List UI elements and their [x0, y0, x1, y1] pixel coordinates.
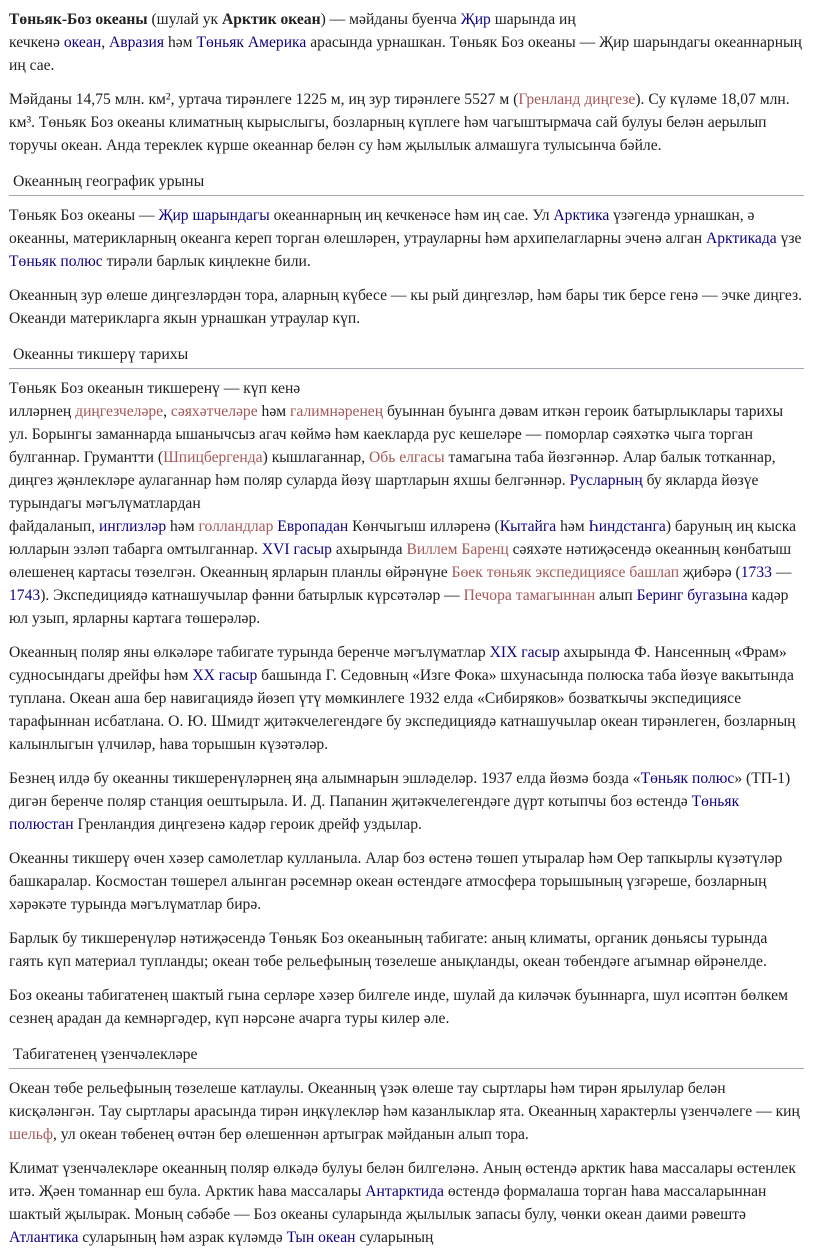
text: ). Экспедициядә катнашучылар фәнни батырлык күрсәтәләр —	[40, 587, 464, 604]
link-eurasia[interactable]: Авразия	[109, 34, 165, 51]
text: ) кышлаганнар,	[262, 449, 369, 466]
link-arctic[interactable]: Арктика	[553, 207, 610, 224]
text: башында Г. Седовның «Изге Фока» шхунасында полюска таба йөзүе вакытында туплана. Океан аша бер навигациядә йөзеп үтү мөмкинлеге 1932 елда «Сибиряков» бозваткычы экспедициясе тарафыннан исбатлана. О. Ю. Шмидт җитәкчелегендәге бу экспедициядә катнашучылар океан тирәнлеген, бозларның калынлыгын үлчиләр, һава торышын күзәтәләр.	[9, 667, 796, 753]
section-heading-geography: Океанның географик урыны	[9, 171, 804, 196]
link-english[interactable]: инглизләр	[99, 518, 167, 535]
text: Гренландия диңгезенә кадәр героик дрейф уздылар.	[73, 816, 422, 833]
text: Безнең илдә бу океанны тикшеренүләрнең яңа алымнарын эшләделәр. 1937 елда йөзмә бозда «	[9, 770, 641, 787]
text: һәм	[164, 34, 197, 51]
text: тирәли барлык киңлекне били.	[102, 253, 311, 270]
text: һәм	[257, 403, 291, 420]
link-scientists[interactable]: галимнәренең	[290, 403, 384, 420]
text: ,	[101, 34, 110, 51]
link-bering-strait[interactable]: Беринг бугазына	[636, 587, 748, 604]
text: ,	[163, 403, 171, 420]
text: ) баруның иң кыска юлларын эзләп табарга омтылганнар.	[9, 518, 797, 558]
history-paragraph-2	[9, 641, 804, 756]
article-title-term: Төньяк-Боз океаны	[9, 11, 148, 28]
link-willem-barentsz[interactable]: Виллем Баренц	[406, 541, 509, 558]
text: файдаланып,	[9, 518, 100, 535]
link-north-pole-station[interactable]: Төньяк полюс	[640, 770, 735, 787]
link-from-north-pole[interactable]: Төньяк полюстан	[9, 793, 740, 833]
link-shelf[interactable]: шельф	[9, 1126, 53, 1143]
link-seafarers[interactable]: диңгезчеләре	[75, 403, 164, 420]
link-china[interactable]: Кытайга	[499, 518, 557, 535]
text: Төньяк Боз океаны —	[9, 207, 159, 224]
link-great-northern-expedition[interactable]: Бөек төньяк экспедициясе башлап	[451, 564, 680, 581]
history-paragraph-3	[9, 767, 804, 836]
geo-paragraph-1	[9, 204, 804, 273]
text: арасында урнашкан. Төньяк Боз океаны — Җир шарындагы океаннарның иң сае.	[9, 34, 802, 74]
link-europe[interactable]: Европадан	[277, 518, 349, 535]
link-ob-river[interactable]: Обь елгасы	[369, 449, 445, 466]
nature-paragraph-2	[9, 1157, 804, 1249]
text: ахырында	[331, 541, 407, 558]
section-heading-nature: Табигатенең үзенчәлекләре	[9, 1044, 804, 1069]
text: (шулай ук	[147, 11, 223, 28]
history-paragraph-5: Барлык бу тикшеренүләр нәтиҗәсендә Төньяк Боз океанының табигате: аның климаты, органик дөньясы турында гаять күп материал тупланды; океан төбе рельефының төзелеше анықланды, океан төбендәге агымнар өйрәнелде.	[9, 930, 768, 970]
intro-paragraph-2	[9, 88, 804, 157]
link-greenland-sea[interactable]: Гренланд диңгезе	[518, 91, 636, 108]
text: тамагына таба йөзгәннәр. Алар балык тотканнар, диңгез җәнлекләре аулаганнар һәм поляр суларда йөзү шартларын яхшы белгәннәр.	[9, 449, 776, 489]
text: ) — мәйданы буенча	[320, 11, 461, 28]
link-travelers[interactable]: сәяхәтчеләре	[170, 403, 258, 420]
section-heading-history: Океанны тикшерү тарихы	[9, 344, 804, 369]
history-paragraph-1	[9, 377, 804, 630]
text: өстендә формалаша торган һава массаларыннан шактый җылырак. Моның сәбәбе — Боз океаны суларында җылылык запасы булу, чөнки океан даими рәвештә	[9, 1183, 767, 1223]
text: —	[771, 564, 792, 581]
link-earth-globe[interactable]: Җир шарындагы	[158, 207, 270, 224]
text: Көнчыгыш илләренә (	[348, 518, 500, 535]
text: һәм	[166, 518, 199, 535]
link-antarctica[interactable]: Антарктида	[365, 1183, 444, 1200]
link-north-america[interactable]: Төньяк Америка	[196, 34, 307, 51]
text: Океанның поляр яны өлкәләре табигате турында беренче мәгълүматлар	[9, 644, 490, 661]
link-india[interactable]: Һиндстанга	[588, 518, 666, 535]
text: , ул океан төбенең өчтән бер өлешеннән артыграк мәйданын алып тора.	[52, 1126, 529, 1143]
text: җибәрә (	[679, 564, 741, 581]
geo-paragraph-2: Океанның зур өлеше диңгезләрдән тора, аларның күбесе — кы рый диңгезләр, һәм бары тик берсе генә — эчке диңгез. Океанди материкларга якын урнашкан утраулар күп.	[9, 287, 803, 327]
text: Климат үзенчәлекләре океанның поляр өлкәдә булуы белән билгеләнә. Аның өстендә арктик һава массалары өстенлек итә. Җәен томаннар еш була. Арктик һава массалары	[9, 1160, 796, 1200]
link-20th-century[interactable]: XX гасыр	[192, 667, 258, 684]
link-dutch[interactable]: голландлар	[198, 518, 274, 535]
text: алып	[595, 587, 637, 604]
link-earth[interactable]: Җир	[460, 11, 491, 28]
text: илләрнең	[9, 403, 76, 420]
link-year-1733[interactable]: 1733	[740, 564, 772, 581]
text: суларының һәм азрак күләмдә	[78, 1229, 287, 1246]
text: бу якларда йөзүе турындагы мәгълүматлардан	[9, 472, 759, 512]
text: Океан төбе рельефының төзелеше катлаулы. Океанның үзәк өлеше тау сыртлары һәм тирән ярылулар белән кисқәләнгән. Тау сыртлары арасында тирән иңкүлекләр һәм казанлыклар ята. Океанның характерлы үзенчәлеге — киң	[9, 1080, 800, 1120]
text: Төньяк Боз океанын тикшеренү — күп кенә	[9, 380, 301, 397]
link-year-1743[interactable]: 1743	[9, 587, 41, 604]
text: буыннан буынга дәвам иткән героик батырлыклары тарихы ул. Борынгы заманнарда ышанычсыз агач көймә һәм каекларда рус кешеләре — поморлар сәяхәткә чыга торган булганнар. Грумантти (	[9, 403, 784, 466]
text: үзәгендә урнашкан, ә океанны, материкларның океанга кереп торган өлешләрен, утрауларны һәм архипелагларны эченә алган	[9, 207, 755, 247]
text: ахырында Ф. Нансенның «Фрам» судносындагы дрейфы һәм	[9, 644, 787, 684]
link-16th-century[interactable]: XVI гасыр	[261, 541, 332, 558]
text: океаннарның иң кечкенәсе һәм иң сае. Ул	[269, 207, 554, 224]
text: шарында иң	[490, 11, 576, 28]
text: суларының	[355, 1229, 434, 1246]
text: Мәйданы 14,75 млн. км², уртача тирәнлеге 1225 м, иң зур тирәнлеге 5527 м (	[9, 91, 519, 108]
link-north-pole[interactable]: Төньяк полюс	[9, 253, 103, 270]
history-paragraph-4: Океанны тикшерү өчен хәзер самолетлар кулланыла. Алар боз өстенә төшеп утыралар һәм Оер тапкырлы күзәтүләр башкаралар. Космостан төшерел алынган рәсемнәр океан өстендәге атмосфера торышының үзгәреше, бозларның хәрәкәте турында мәгълүматлар бирә.	[9, 850, 783, 913]
link-pechora-mouth[interactable]: Печора тамагыннан	[463, 587, 596, 604]
text: үзе	[776, 230, 802, 247]
link-spitsbergen[interactable]: Шпицбергенда	[163, 449, 263, 466]
text: » (ТП-1) дигән беренче поляр станция оештырыла. И. Д. Папанин җитәкчелегендәге дүрт котыпчы боз өстендә	[9, 770, 791, 810]
text: кадәр юл узып, ярларны картага төшерәләр.	[9, 587, 789, 627]
link-russians[interactable]: Русларның	[569, 472, 643, 489]
text: һәм	[556, 518, 589, 535]
link-19th-century[interactable]: XIX гасыр	[489, 644, 560, 661]
link-atlantic[interactable]: Атлантика	[9, 1229, 79, 1246]
nature-paragraph-1	[9, 1077, 804, 1146]
text: сәяхәте нәтиҗәсендә океанның көнбатыш өлешенең картасы төзелгән. Океанның ярларын планлы өйрәнүне	[9, 541, 792, 581]
link-arctic-region[interactable]: Арктикада	[705, 230, 777, 247]
link-ocean[interactable]: океан	[63, 34, 102, 51]
intro-paragraph-1	[9, 8, 804, 77]
history-paragraph-6: Боз океаны табигатенең шактый гына серләре хәзер билгеле инде, шулай да киләчәк буыннарга, шул исәптән бөлкем сезнең арадан да кемнәргәдер, күп нәрсәне ачарга туры килер әле.	[9, 987, 788, 1027]
link-pacific-ocean[interactable]: Тын океан	[286, 1229, 356, 1246]
alt-name-term: Арктик океан	[222, 11, 321, 28]
text: ). Су күләме 18,07 млн. км³. Төньяк Боз океаны климатның кырыслыгы, бозларның күплеге һәм чагыштырмача сай булуы белән аерылып торучы океан. Анда тереклек күрше океаннар белән су һәм җылылык алмашуга тулысынча бәйле.	[9, 91, 790, 154]
text: кечкенә	[9, 34, 64, 51]
